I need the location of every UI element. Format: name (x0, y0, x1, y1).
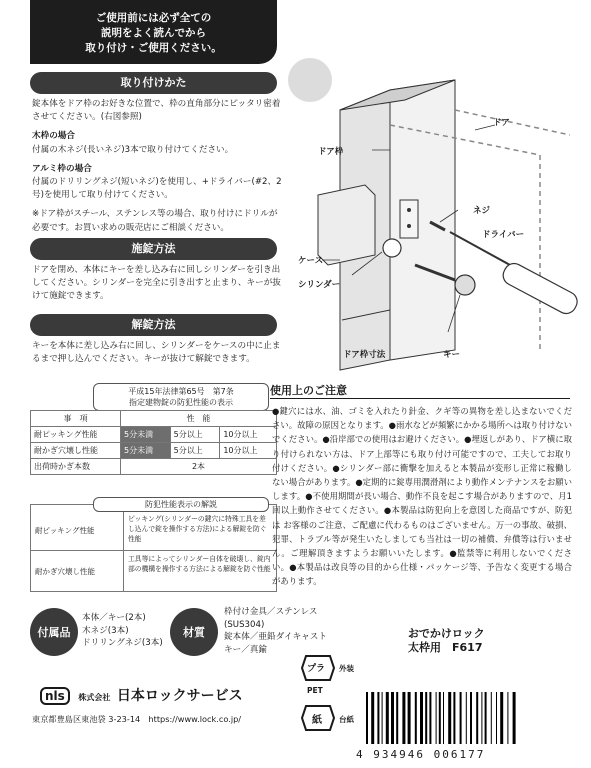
barcode-bar (382, 692, 383, 744)
label-driver: ドライバー (482, 230, 525, 240)
col-item: 事 項 (31, 411, 121, 427)
barcode-bar (513, 692, 516, 744)
unlock-text: キーを本体に差し込み右に回し、シリンダーをケースの中に止まるまで押し込んでください。キーが抜けて解錠できます。 (32, 341, 281, 365)
list-item: 錠本体／亜鉛ダイキャスト (224, 632, 327, 642)
cell-selected: 5分未満 (121, 427, 171, 443)
wood-text: 付属の木ネジ(長いネジ)3本で取り付けてください。 (32, 144, 234, 155)
company-name: 日本ロックサービス (116, 688, 243, 704)
cell: 10分以上 (220, 443, 277, 459)
accessories-list (82, 612, 163, 650)
lock-heading: 施錠方法 (30, 238, 277, 260)
alu-text: 付属のドリリングネジ(短いネジ)を使用し、+ドライバー(#2、2号)を使用して取り付けてください。 (32, 177, 282, 201)
barcode-bar (377, 692, 379, 744)
accessories-badge: 付属品 (30, 608, 78, 656)
product-name: おでかけロック (408, 627, 485, 640)
barcode-bar (408, 692, 411, 744)
barcode-bar (481, 692, 482, 744)
caution-title: 使用上のご注意 (270, 384, 347, 397)
material-badge: 材質 (170, 608, 218, 656)
label-key: キー (443, 350, 461, 360)
list-item: 枠付け金具／ステンレス (224, 607, 318, 617)
wood-title: 木枠の場合 (32, 131, 75, 142)
barcode-bar (507, 692, 508, 744)
label-frame-dim: ドア枠寸法 (343, 350, 386, 360)
barcode-bar (491, 692, 492, 744)
label-case: ケース (298, 256, 324, 266)
screw-hole (407, 208, 411, 212)
lock-case-shape (318, 185, 375, 265)
table-row (31, 443, 277, 459)
explanation-desc: 工具等によってシリンダー自体を破壊し、錠内部の機構を操作する方法による解錠を防ぐ性能 (123, 551, 276, 592)
barcode-bar (386, 692, 389, 744)
company-address: 東京都豊島区東池袋 3-23-14 https://www.lock.co.jp/ (32, 714, 242, 724)
list-item: 本体／キー(2本) (82, 613, 146, 623)
barcode-bar (485, 692, 487, 744)
label-cylinder: シリンダー (298, 280, 341, 290)
barcode-bar (439, 692, 441, 744)
banner-line-1: ご使用前には必ず全ての (95, 12, 212, 24)
install-section (32, 98, 282, 235)
company-logo: nls (40, 687, 70, 705)
law-notice (93, 383, 269, 411)
key-head (455, 275, 475, 295)
label-door: ドア (493, 118, 510, 128)
barcode-bar (500, 692, 503, 744)
warning-banner (30, 0, 277, 64)
explanation-desc: ピッキング(シリンダーの鍵穴に特殊工具を差し込んで錠を操作する方法)による解錠を防ぐ性能 (123, 511, 276, 550)
barcode-bar (443, 692, 444, 744)
barcode-bar (453, 692, 455, 744)
pet-label: PET (307, 686, 323, 695)
product-model: 太枠用 F617 (408, 641, 483, 654)
label-screw: ネジ (473, 206, 491, 216)
barcode-bar (371, 692, 374, 744)
col-perf: 性 能 (121, 411, 277, 427)
row-label: 耐かぎ穴壊し性能 (31, 443, 121, 459)
barcode-bar (425, 692, 427, 744)
pla-label: 外装 (339, 664, 354, 673)
paper-mark: 紙 (312, 715, 322, 726)
screw-hole (407, 224, 411, 228)
cylinder-shape (383, 239, 401, 257)
barcode-bar (496, 692, 497, 744)
cell: 10分以上 (220, 427, 277, 443)
barcode-bar (429, 692, 431, 744)
company-block (40, 685, 243, 705)
list-item: 木ネジ(3本) (82, 625, 129, 636)
door-outline-top (455, 110, 570, 135)
caution-divider (270, 398, 570, 399)
install-intro: 錠本体をドア枠のお好きな位置で、枠の直角部分にピッタリ密着させてください。(右図参照) (32, 99, 281, 123)
list-item: (SUS304) (224, 619, 265, 630)
list-item: ドリリングネジ(3本) (82, 638, 163, 648)
list-item: キー／真鍮 (224, 644, 267, 655)
alu-title: アルミ枠の場合 (32, 163, 92, 174)
barcode-bar (366, 692, 368, 744)
install-note: ※ドア枠がスチール、ステンレス等の場合、取り付けにドリルが必要です。お買い求めの販売店にご相談ください。 (32, 209, 278, 233)
row-label: 耐ピッキング性能 (31, 427, 121, 443)
law-line-1: 平成15年法律第65号 第7条 (128, 387, 234, 396)
barcode-number: 4 934946 006177 (356, 748, 486, 761)
keys-label: 出荷時かぎ本数 (31, 459, 121, 475)
barcode-bar (470, 692, 472, 744)
table-row (31, 459, 277, 475)
label-door-frame: ドア枠 (318, 147, 344, 157)
banner-line-3: 取り付け・ご使用ください。 (85, 42, 222, 54)
barcode-bar (391, 692, 394, 744)
explanation-box (30, 504, 277, 592)
cell: 5分以上 (170, 427, 220, 443)
explanation-label: 耐かぎ穴壊し性能 (35, 567, 95, 576)
law-line-2: 指定建物錠の防犯性能の表示 (129, 398, 233, 407)
barcode-bar (402, 692, 405, 744)
explanation-label: 耐ピッキング性能 (35, 526, 95, 535)
keys-value: 2本 (121, 459, 277, 475)
explanation-row (31, 551, 276, 592)
unlock-heading: 解錠方法 (30, 314, 277, 336)
barcode-bars (360, 690, 560, 750)
paper-label: 台紙 (339, 715, 354, 724)
barcode-bar (466, 692, 467, 744)
barcode-bar (476, 692, 478, 744)
caution-text: ●鍵穴には水、油、ゴミを入れたり針金、クギ等の異物を差し込まないでください。故障の原因となります。●雨水などが頻繁にかかる場所へは取り付けないでください。●沿岸部での使用はお避けください。●埋返しがあり、ドア横に取り付けられない方は、ドア上部等にも取り付け可能ですので、工夫してお取り付けください。●シリンダー部に衝撃を加えると本製品が変形し正常に稼働しない場合があります。●定期的に錠専用潤滑剤により動作メンテナンスをお願いします。●不使用期間が長い場合、動作不良を起こす場合がありますので、月1回以上動作させてください。●本製品は防犯向上を意図した商品ですが、防犯は お客様のご注意、ご配慮に代わるものはございません。万一の事故、破損、犯罪、トラブル等が発生いたしましても当社は一切の補償、弁償等は行いません。ご理解頂きますようお願いいたします。●監禁等に利用しないでください。●本製品は改良等の目的から仕様・パッケージ等、予告なく変更する場合があります。 (272, 406, 572, 587)
cell-selected: 5分未満 (121, 443, 171, 459)
leader-line (475, 125, 495, 130)
decor-circle (288, 58, 332, 102)
install-heading: 取り付けかた (30, 72, 277, 94)
bracket-shape (400, 200, 418, 238)
table-header (31, 411, 277, 427)
explanation-row (31, 511, 276, 551)
barcode-bar (460, 692, 462, 744)
barcode-bar (448, 692, 451, 744)
cell: 5分以上 (170, 443, 220, 459)
barcode-bar (415, 692, 417, 744)
barcode-bar (420, 692, 423, 744)
barcode-bar (396, 692, 398, 744)
table-row (31, 427, 277, 443)
company-prefix: 株式会社 (78, 693, 111, 702)
explanation-title: 防犯性能表示の解説 (93, 497, 269, 512)
product-info (408, 627, 485, 655)
lock-text: ドアを閉め、本体にキーを差し込み右に回しシリンダーを引き出してください。シリンダーを完全に引き出すと止まり、キーが抜けて施錠できます。 (32, 265, 281, 302)
security-spec-table (30, 410, 277, 475)
installation-diagram (280, 50, 591, 380)
pla-mark: プラ (307, 664, 326, 674)
banner-line-2: 説明をよく読んでから (101, 27, 206, 39)
material-list (224, 606, 327, 656)
barcode-bar (436, 692, 437, 744)
